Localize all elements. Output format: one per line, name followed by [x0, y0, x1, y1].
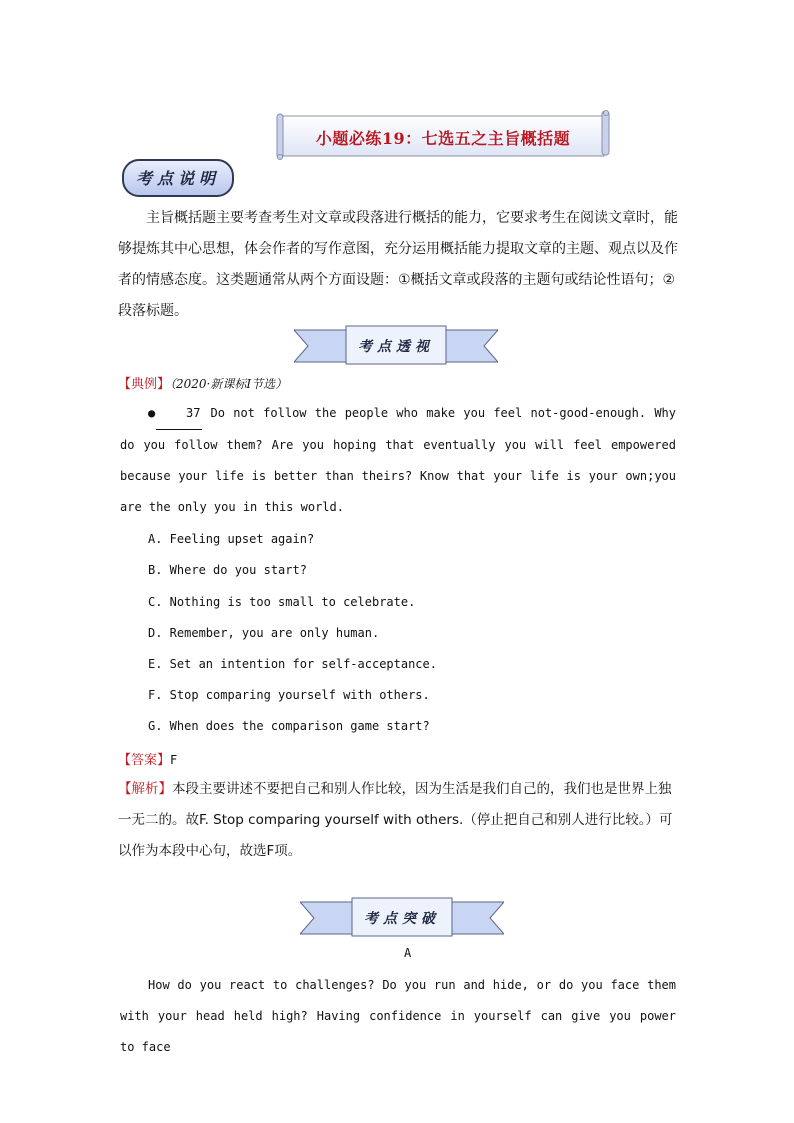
option-a: A. Feeling upset again? [148, 532, 315, 546]
example-heading [118, 373, 287, 392]
passage-letter: A [404, 946, 412, 960]
option-b: B. Where do you start? [148, 563, 307, 577]
option-c: C. Nothing is too small to celebrate. [148, 595, 416, 609]
analysis-text: 本段主要讲述不要把自己和别人作比较，因为生活是我们自己的，我们也是世界上独一无二的。故F. Stop comparing yourself with others.（停止把自己和别人进行比较。）可以作为本段中心句，故选F项。 [118, 781, 673, 859]
example-text: Do not follow the people who make you feel not-good-enough. Why do you follow them? Are you hoping that eventually you will feel empowered because your life is better than theirs? Know that your life is your own;you are the only you in this world. [120, 406, 676, 514]
section-ribbon-breakthrough [300, 896, 504, 940]
section-ribbon-insight [294, 324, 498, 368]
intro-paragraph: 主旨概括题主要考查考生对文章或段落进行概括的能力，它要求考生在阅读文章时，能够提炼其中心思想，体会作者的写作意图，充分运用概括能力提取文章的主题、观点以及作者的情感态度。这类题通常从两个方面设题：①概括文章或段落的主题句或结论性语句；②段落标题。 [118, 210, 678, 319]
bullet-icon: ● [148, 406, 157, 420]
analysis-label: 【解析】 [118, 781, 172, 797]
answer-label: 【答案】 [118, 753, 171, 768]
passage-text: How do you react to challenges? Do you run and hide, or do you face them with your head held high? Having confidence in yourself can give you power to face [120, 978, 676, 1054]
answer-value: F [170, 753, 178, 767]
analysis-paragraph [118, 774, 678, 867]
option-d: D. Remember, you are only human. [148, 626, 380, 640]
ribbon-label: 考点突破 [364, 911, 440, 927]
example-source: （2020·新课标Ⅰ节选） [170, 377, 288, 391]
option-e: E. Set an intention for self-acceptance. [148, 657, 437, 671]
example-passage [120, 398, 676, 523]
badge-label: 考点说明 [135, 169, 220, 188]
page-title: 小题必练19：七选五之主旨概括题 [315, 129, 571, 148]
question-blank: 37 [156, 398, 202, 430]
example-label: 【典例】 [118, 377, 171, 392]
title-banner [276, 110, 610, 160]
section-badge-explanation [122, 159, 234, 197]
option-g: G. When does the comparison game start? [148, 719, 430, 733]
answer-row [118, 749, 177, 768]
option-f: F. Stop comparing yourself with others. [148, 688, 430, 702]
ribbon-label: 考点透视 [358, 339, 434, 355]
